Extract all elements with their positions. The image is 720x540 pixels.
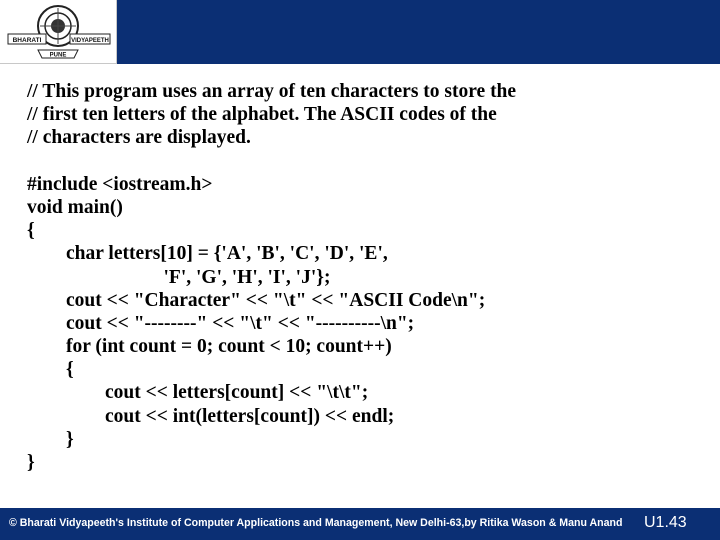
logo-text-left: BHARATI [12,37,42,44]
bharati-vidyapeeth-emblem-icon [0,0,117,64]
code-listing [27,80,707,474]
code-line: cout << "Character" << "\t" << "ASCII Code\n"; [27,289,486,311]
logo-text-bottom: PUNE [49,52,67,59]
code-line: for (int count = 0; count < 10; count++) [27,336,392,358]
code-line: { [27,220,35,242]
code-line: 'F', 'G', 'H', 'I', 'J'}; [27,266,331,288]
code-line [27,150,707,173]
header-bar [117,0,720,64]
institute-logo [0,0,117,64]
footer-bar [0,508,720,540]
code-line: // This program uses an array of ten characters to store the [27,81,517,102]
logo-text-right: VIDYAPEETH [71,38,109,44]
code-line: char letters[10] = {'A', 'B', 'C', 'D', 'E', [27,243,388,265]
code-line: // characters are displayed. [27,127,251,149]
code-line: } [27,452,35,473]
code-line: } [27,428,74,450]
code-line: // first ten letters of the alphabet. The ASCII codes of the [27,104,497,126]
code-line: #include <iostream.h> [27,173,213,195]
code-line: void main() [27,196,123,218]
footer-copyright: © Bharati Vidyapeeth's Institute of Computer Applications and Management, New Delhi-63,by Ritika Wason & Manu Anand [9,517,623,529]
page-number: U1.43 [644,514,687,531]
code-line: cout << letters[count] << "\t\t"; [27,382,369,404]
code-line: cout << int(letters[count]) << endl; [27,405,395,427]
code-line: cout << "--------" << "\t" << "----------\n"; [27,312,415,334]
code-line: { [27,359,74,381]
